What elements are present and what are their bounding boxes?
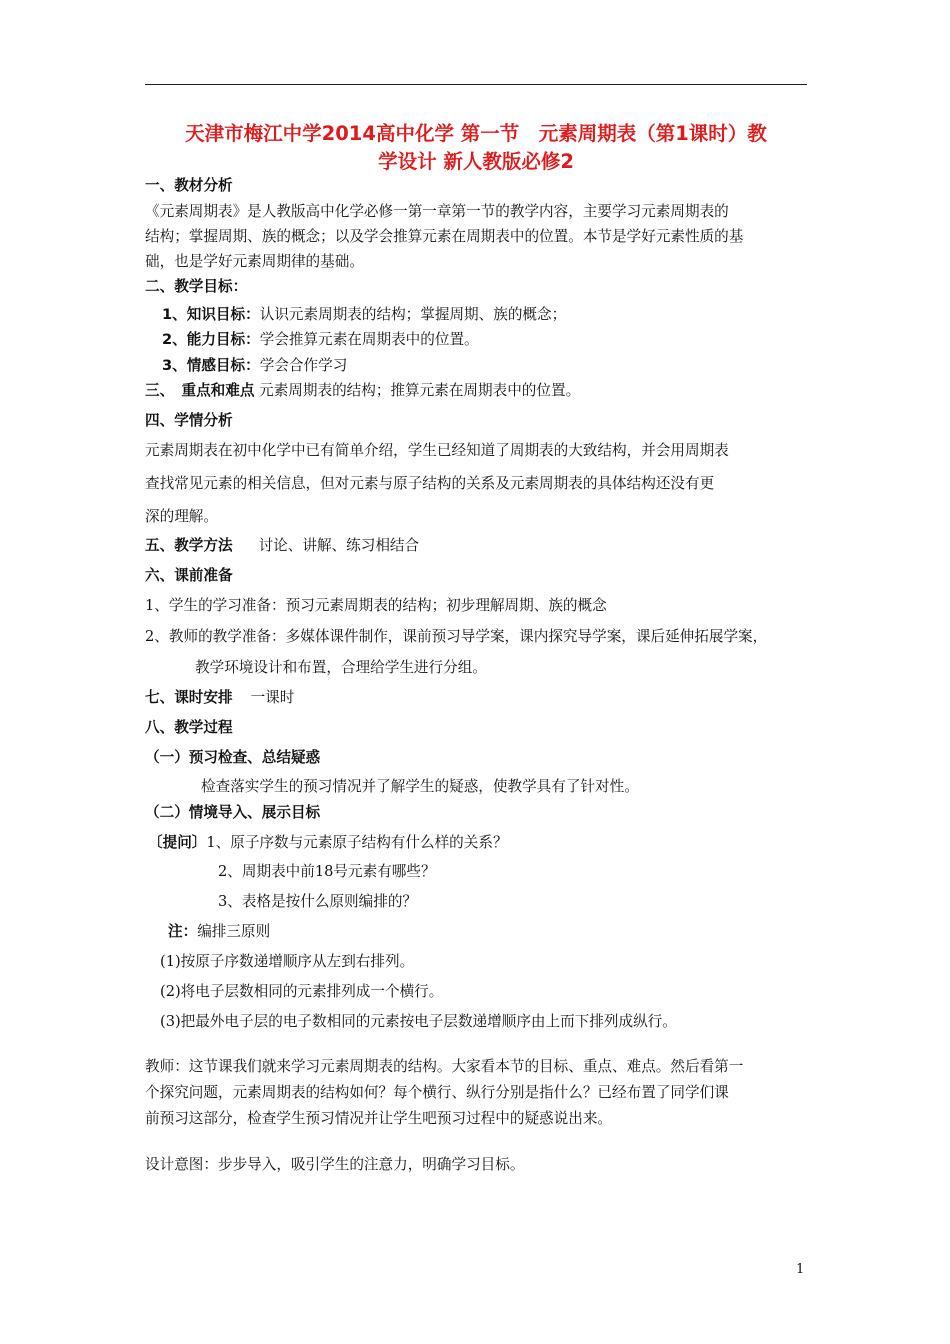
title-line-2: 学设计 新人教版必修2 xyxy=(378,150,574,173)
subsection-heading: （一）预习检查、总结疑惑 xyxy=(145,749,321,766)
note xyxy=(168,922,270,942)
section-heading-6: 六、课前准备 xyxy=(145,567,233,584)
paragraph-line: 个探究问题，元素周期表的结构如何？每个横行、纵行分别是指什么？已经布置了同学们课 xyxy=(145,1084,729,1101)
question-item: 2、周期表中前18号元素有哪些？ xyxy=(218,863,436,880)
design-intent: 设计意图：步步导入，吸引学生的注意力，明确学习目标。 xyxy=(145,1156,525,1173)
goal-text: 学会推算元素在周期表中的位置。 xyxy=(259,331,479,348)
paragraph-line: 深的理解。 xyxy=(145,508,218,525)
paragraph-line: 《元素周期表》是人教版高中化学必修一第一章第一节的教学内容，主要学习元素周期表的 xyxy=(145,203,729,220)
header-rule xyxy=(145,84,807,85)
section-3 xyxy=(145,381,580,401)
goal-item xyxy=(162,330,479,350)
rule-item: (3)把最外电子层的电子数相同的元素按电子层数递增顺序由上而下排列成纵行。 xyxy=(160,1013,677,1030)
note-label: 注： xyxy=(168,923,198,940)
section-heading-1: 一、教材分析 xyxy=(145,177,233,194)
question-label: 〔提问〕 xyxy=(148,834,207,851)
paragraph-line: 教师：这节课我们就来学习元素周期表的结构。大家看本节的目标、重点、难点。然后看第一 xyxy=(145,1058,744,1075)
goal-text: 学会合作学习 xyxy=(259,357,348,374)
paragraph-line: 元素周期表在初中化学中已有简单介绍，学生已经知道了周期表的大致结构，并会用周期表 xyxy=(145,442,729,459)
section-heading-7: 七、课时安排 xyxy=(145,689,233,706)
rule-item: (2)将电子层数相同的元素排列成一个横行。 xyxy=(160,983,444,1000)
paragraph-line: 础，也是学好元素周期律的基础。 xyxy=(145,253,364,270)
section-text: 讨论、讲解、练习相结合 xyxy=(258,537,420,554)
page-number: 1 xyxy=(796,1262,805,1277)
section-heading-4: 四、学情分析 xyxy=(145,412,233,429)
paragraph-line: 查找常见元素的相关信息，但对元素与原子结构的关系及元素周期表的具体结构还没有更 xyxy=(145,475,715,492)
question-text: 1、原子序数与元素原子结构有什么样的关系？ xyxy=(206,834,508,851)
paragraph-line: 前预习这部分，检查学生预习情况并让学生吧预习过程中的疑惑说出来。 xyxy=(145,1110,613,1127)
goal-label: 3、情感目标： xyxy=(162,357,260,374)
section-text: 一课时 xyxy=(250,689,295,706)
section-heading-8: 八、教学过程 xyxy=(145,719,233,736)
section-5 xyxy=(145,536,419,556)
paragraph-line: 结构；掌握周期、族的概念；以及学会推算元素在周期表中的位置。本节是学好元素性质的基 xyxy=(145,228,744,245)
question-item xyxy=(148,833,508,853)
goal-item xyxy=(162,356,347,376)
goal-item xyxy=(162,305,566,325)
section-heading-3: 三、 重点和难点 xyxy=(145,382,255,399)
goal-label: 2、能力目标： xyxy=(162,331,260,348)
section-heading-5: 五、教学方法 xyxy=(145,537,233,554)
section-7 xyxy=(145,688,294,708)
goal-text: 认识元素周期表的结构；掌握周期、族的概念； xyxy=(259,306,567,323)
rule-item: (1)按原子序数递增顺序从左到右排列。 xyxy=(160,953,415,970)
goal-label: 1、知识目标： xyxy=(162,306,260,323)
prep-item: 1、学生的学习准备：预习元素周期表的结构；初步理解周期、族的概念 xyxy=(145,597,607,614)
section-text: 元素周期表的结构；推算元素在周期表中的位置。 xyxy=(259,382,581,399)
section-heading-2: 二、教学目标： xyxy=(145,278,248,295)
prep-item-continued: 教学环境设计和布置，合理给学生进行分组。 xyxy=(195,659,487,676)
title-line-1: 天津市梅江中学2014高中化学 第一节 元素周期表（第1课时）教 xyxy=(185,122,767,145)
subsection-heading: （二）情境导入、展示目标 xyxy=(145,804,321,821)
document-title xyxy=(140,120,812,176)
prep-item: 2、教师的教学准备：多媒体课件制作，课前预习导学案，课内探究导学案，课后延伸拓展学案， xyxy=(145,628,768,645)
paragraph-line: 检查落实学生的预习情况并了解学生的疑惑，使教学具有了针对性。 xyxy=(201,778,639,795)
note-text: 编排三原则 xyxy=(197,923,271,940)
question-item: 3、表格是按什么原则编排的？ xyxy=(218,893,418,910)
